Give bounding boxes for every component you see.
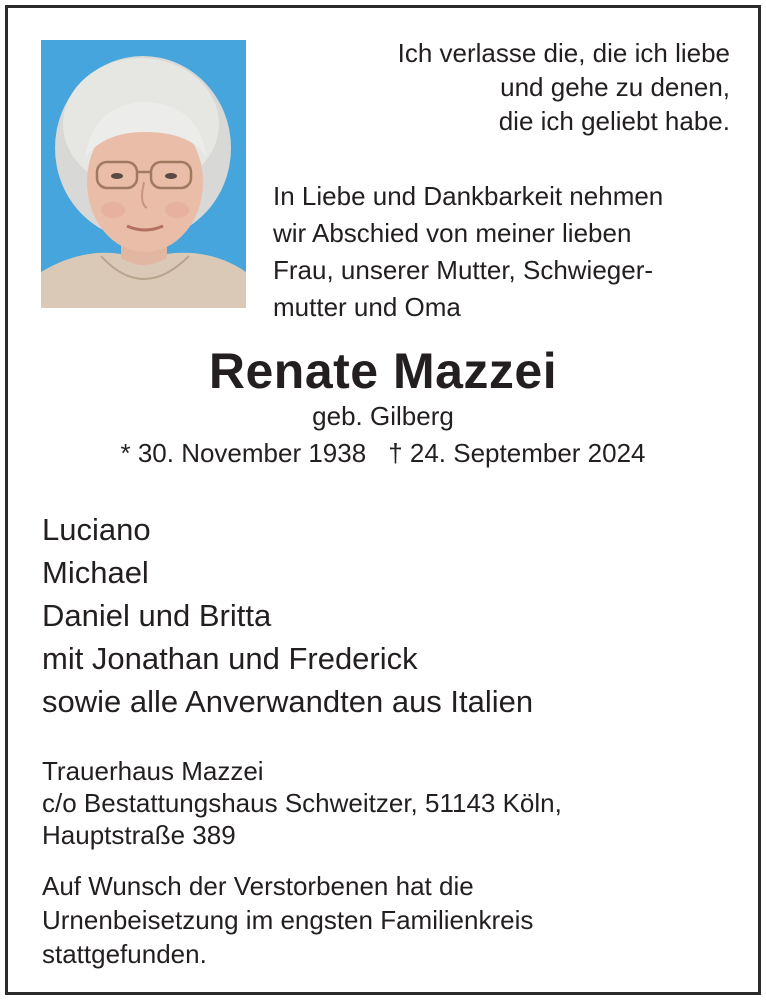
mourner-line: mit Jonathan und Frederick [42,641,418,676]
farewell-quote [290,36,730,138]
burial-note [42,869,742,971]
intro-line: In Liebe und Dankbarkeit nehmen [273,181,664,211]
mourning-address [42,755,742,851]
intro-line: wir Abschied von meiner lieben [273,218,632,248]
portrait-photo [41,40,246,308]
note-line: stattgefunden. [42,939,207,969]
intro-text [273,178,743,326]
mourner-line: Michael [42,555,149,590]
portrait-illustration [41,40,246,308]
address-line: Hauptstraße 389 [42,820,236,850]
life-dates [8,436,758,470]
birth-date: * 30. November 1938 [120,438,367,468]
obituary-frame [5,5,761,995]
birth-name: geb. Gilberg [312,401,454,431]
mourner-line: Daniel und Britta [42,598,272,633]
quote-line: und gehe zu denen, [500,72,730,102]
mourners-list [42,508,742,723]
death-date: † 24. September 2024 [388,438,646,468]
quote-line: die ich geliebt habe. [498,106,730,136]
mourner-line: sowie alle Anverwandten aus Italien [42,684,534,719]
intro-line: Frau, unserer Mutter, Schwieger- [273,255,654,285]
deceased-name: Renate Mazzei [208,343,558,399]
mourner-line: Luciano [42,512,151,547]
address-line: c/o Bestattungshaus Schweitzer, 51143 Köln, [42,788,562,818]
address-line: Trauerhaus Mazzei [42,756,264,786]
note-line: Urnenbeisetzung im engsten Familienkreis [42,905,534,935]
quote-line: Ich verlasse die, die ich liebe [397,38,730,68]
intro-line: mutter und Oma [273,292,461,322]
note-line: Auf Wunsch der Verstorbenen hat die [42,871,474,901]
